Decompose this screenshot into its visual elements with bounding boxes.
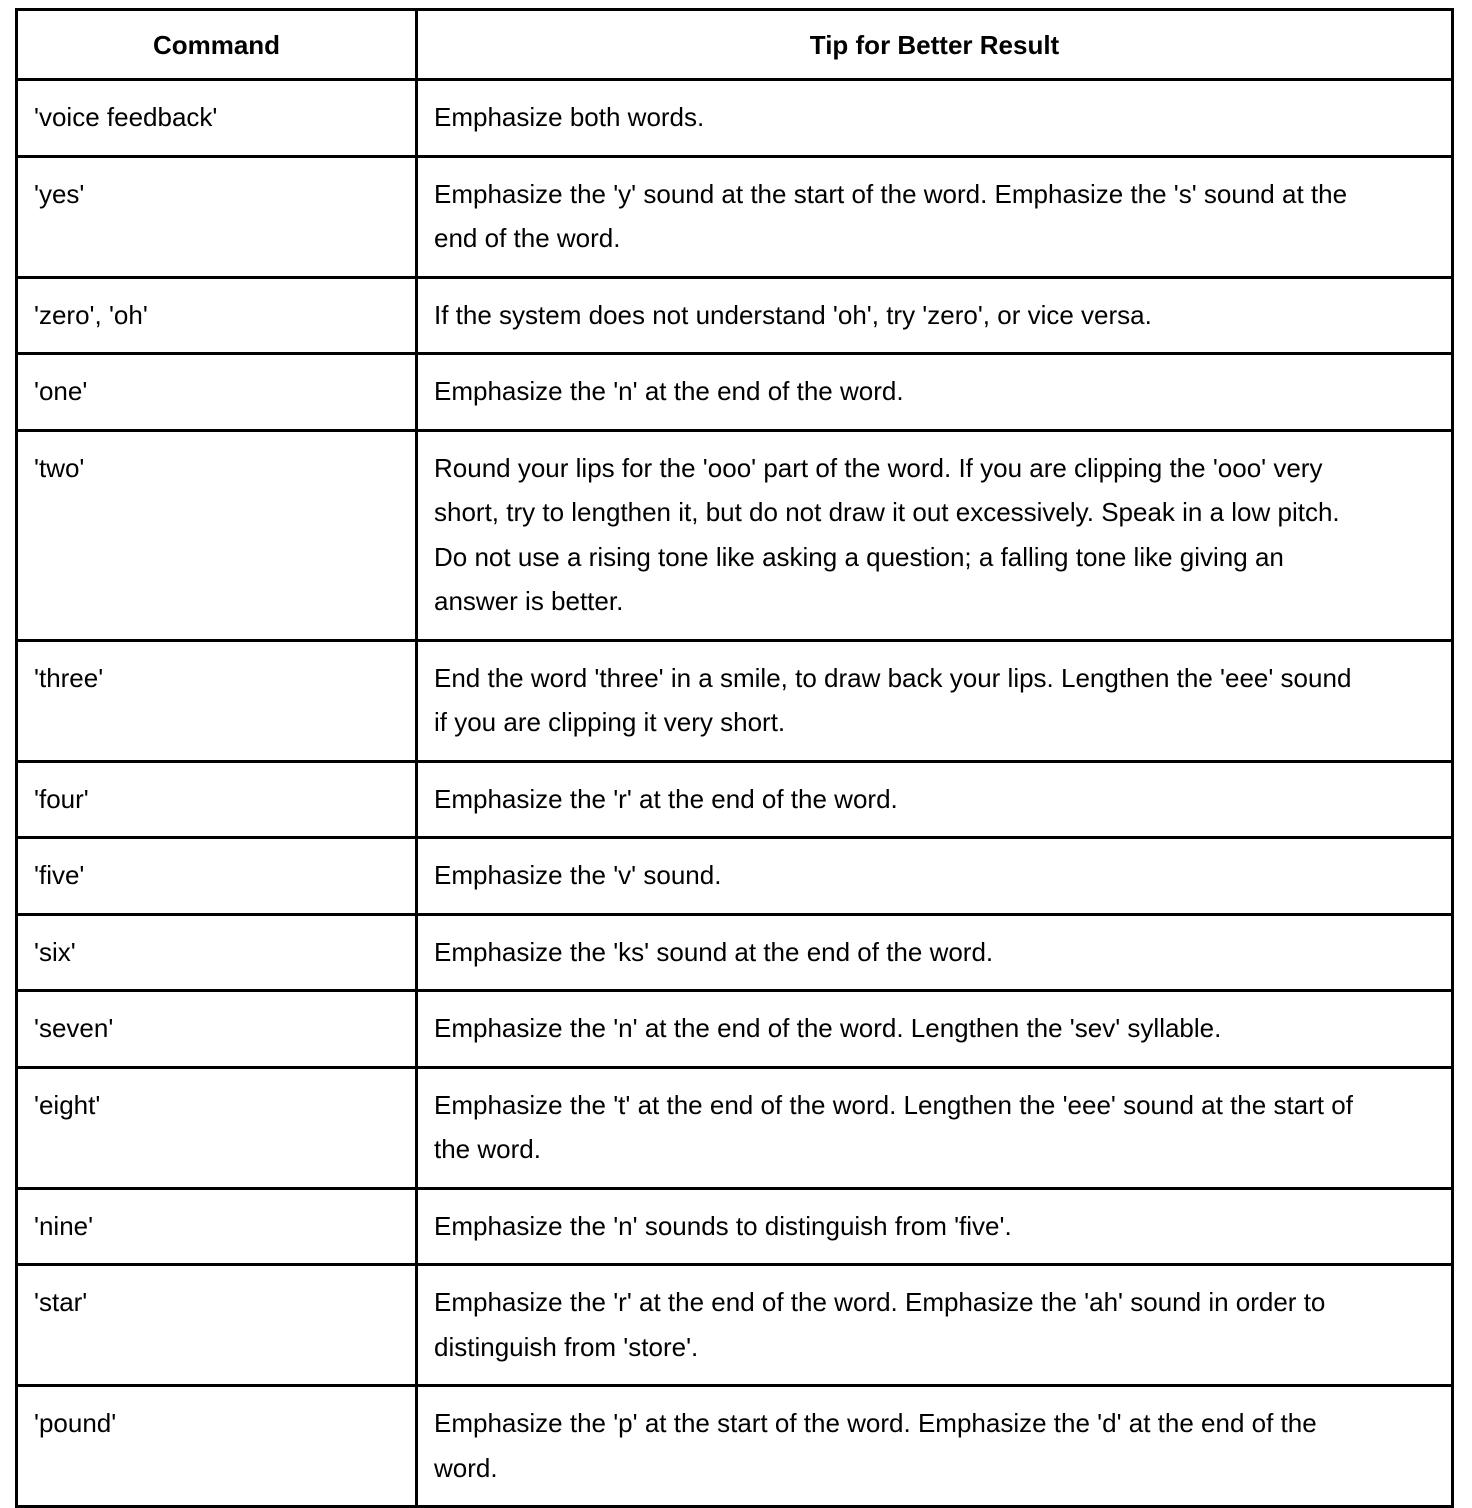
command-cell: 'three': [17, 640, 417, 761]
table-row: [17, 761, 1453, 838]
table-row: [17, 1188, 1453, 1265]
tip-cell: Emphasize the 't' at the end of the word. Lengthen the 'eee' sound at the start of the word.: [417, 1067, 1453, 1188]
command-cell: 'one': [17, 354, 417, 431]
tip-cell: Round your lips for the 'ooo' part of the word. If you are clipping the 'ooo' very short, try to lengthen it, but do not draw it out excessively. Speak in a low pitch. Do not use a rising tone like asking a question; a falling tone like giving an answer is better.: [417, 430, 1453, 640]
table-row: [17, 1265, 1453, 1386]
command-cell: 'eight': [17, 1067, 417, 1188]
table-row: [17, 430, 1453, 640]
command-cell: 'five': [17, 838, 417, 915]
table-row: [17, 80, 1453, 157]
command-cell: 'star': [17, 1265, 417, 1386]
command-cell: 'nine': [17, 1188, 417, 1265]
tip-cell: Emphasize the 'r' at the end of the word. Emphasize the 'ah' sound in order to distinguish from 'store'.: [417, 1265, 1453, 1386]
command-cell: 'pound': [17, 1386, 417, 1507]
column-header-command: Command: [17, 10, 417, 80]
command-cell: 'zero', 'oh': [17, 277, 417, 354]
tip-cell: Emphasize the 'n' sounds to distinguish from 'five'.: [417, 1188, 1453, 1265]
table-row: [17, 991, 1453, 1068]
tip-cell: Emphasize the 'r' at the end of the word.: [417, 761, 1453, 838]
command-cell: 'four': [17, 761, 417, 838]
tip-cell: Emphasize the 'y' sound at the start of the word. Emphasize the 's' sound at the end of the word.: [417, 156, 1453, 277]
command-cell: 'six': [17, 914, 417, 991]
table-row: [17, 156, 1453, 277]
table-row: [17, 1067, 1453, 1188]
table-row: [17, 1386, 1453, 1507]
table-row: [17, 277, 1453, 354]
command-cell: 'seven': [17, 991, 417, 1068]
table-row: [17, 914, 1453, 991]
tip-cell: Emphasize the 'n' at the end of the word. Lengthen the 'sev' syllable.: [417, 991, 1453, 1068]
tip-cell: End the word 'three' in a smile, to draw back your lips. Lengthen the 'eee' sound if you are clipping it very short.: [417, 640, 1453, 761]
command-cell: 'yes': [17, 156, 417, 277]
table-header-row: [17, 10, 1453, 80]
column-header-tip: Tip for Better Result: [417, 10, 1453, 80]
tip-cell: Emphasize the 'p' at the start of the word. Emphasize the 'd' at the end of the word.: [417, 1386, 1453, 1507]
table-row: [17, 354, 1453, 431]
voice-command-tips-table: [15, 8, 1454, 1508]
tip-cell: If the system does not understand 'oh', try 'zero', or vice versa.: [417, 277, 1453, 354]
tip-cell: Emphasize the 'v' sound.: [417, 838, 1453, 915]
command-cell: 'voice feedback': [17, 80, 417, 157]
tip-cell: Emphasize the 'ks' sound at the end of the word.: [417, 914, 1453, 991]
tip-cell: Emphasize the 'n' at the end of the word.: [417, 354, 1453, 431]
tip-cell: Emphasize both words.: [417, 80, 1453, 157]
table-row: [17, 640, 1453, 761]
command-cell: 'two': [17, 430, 417, 640]
table-row: [17, 838, 1453, 915]
